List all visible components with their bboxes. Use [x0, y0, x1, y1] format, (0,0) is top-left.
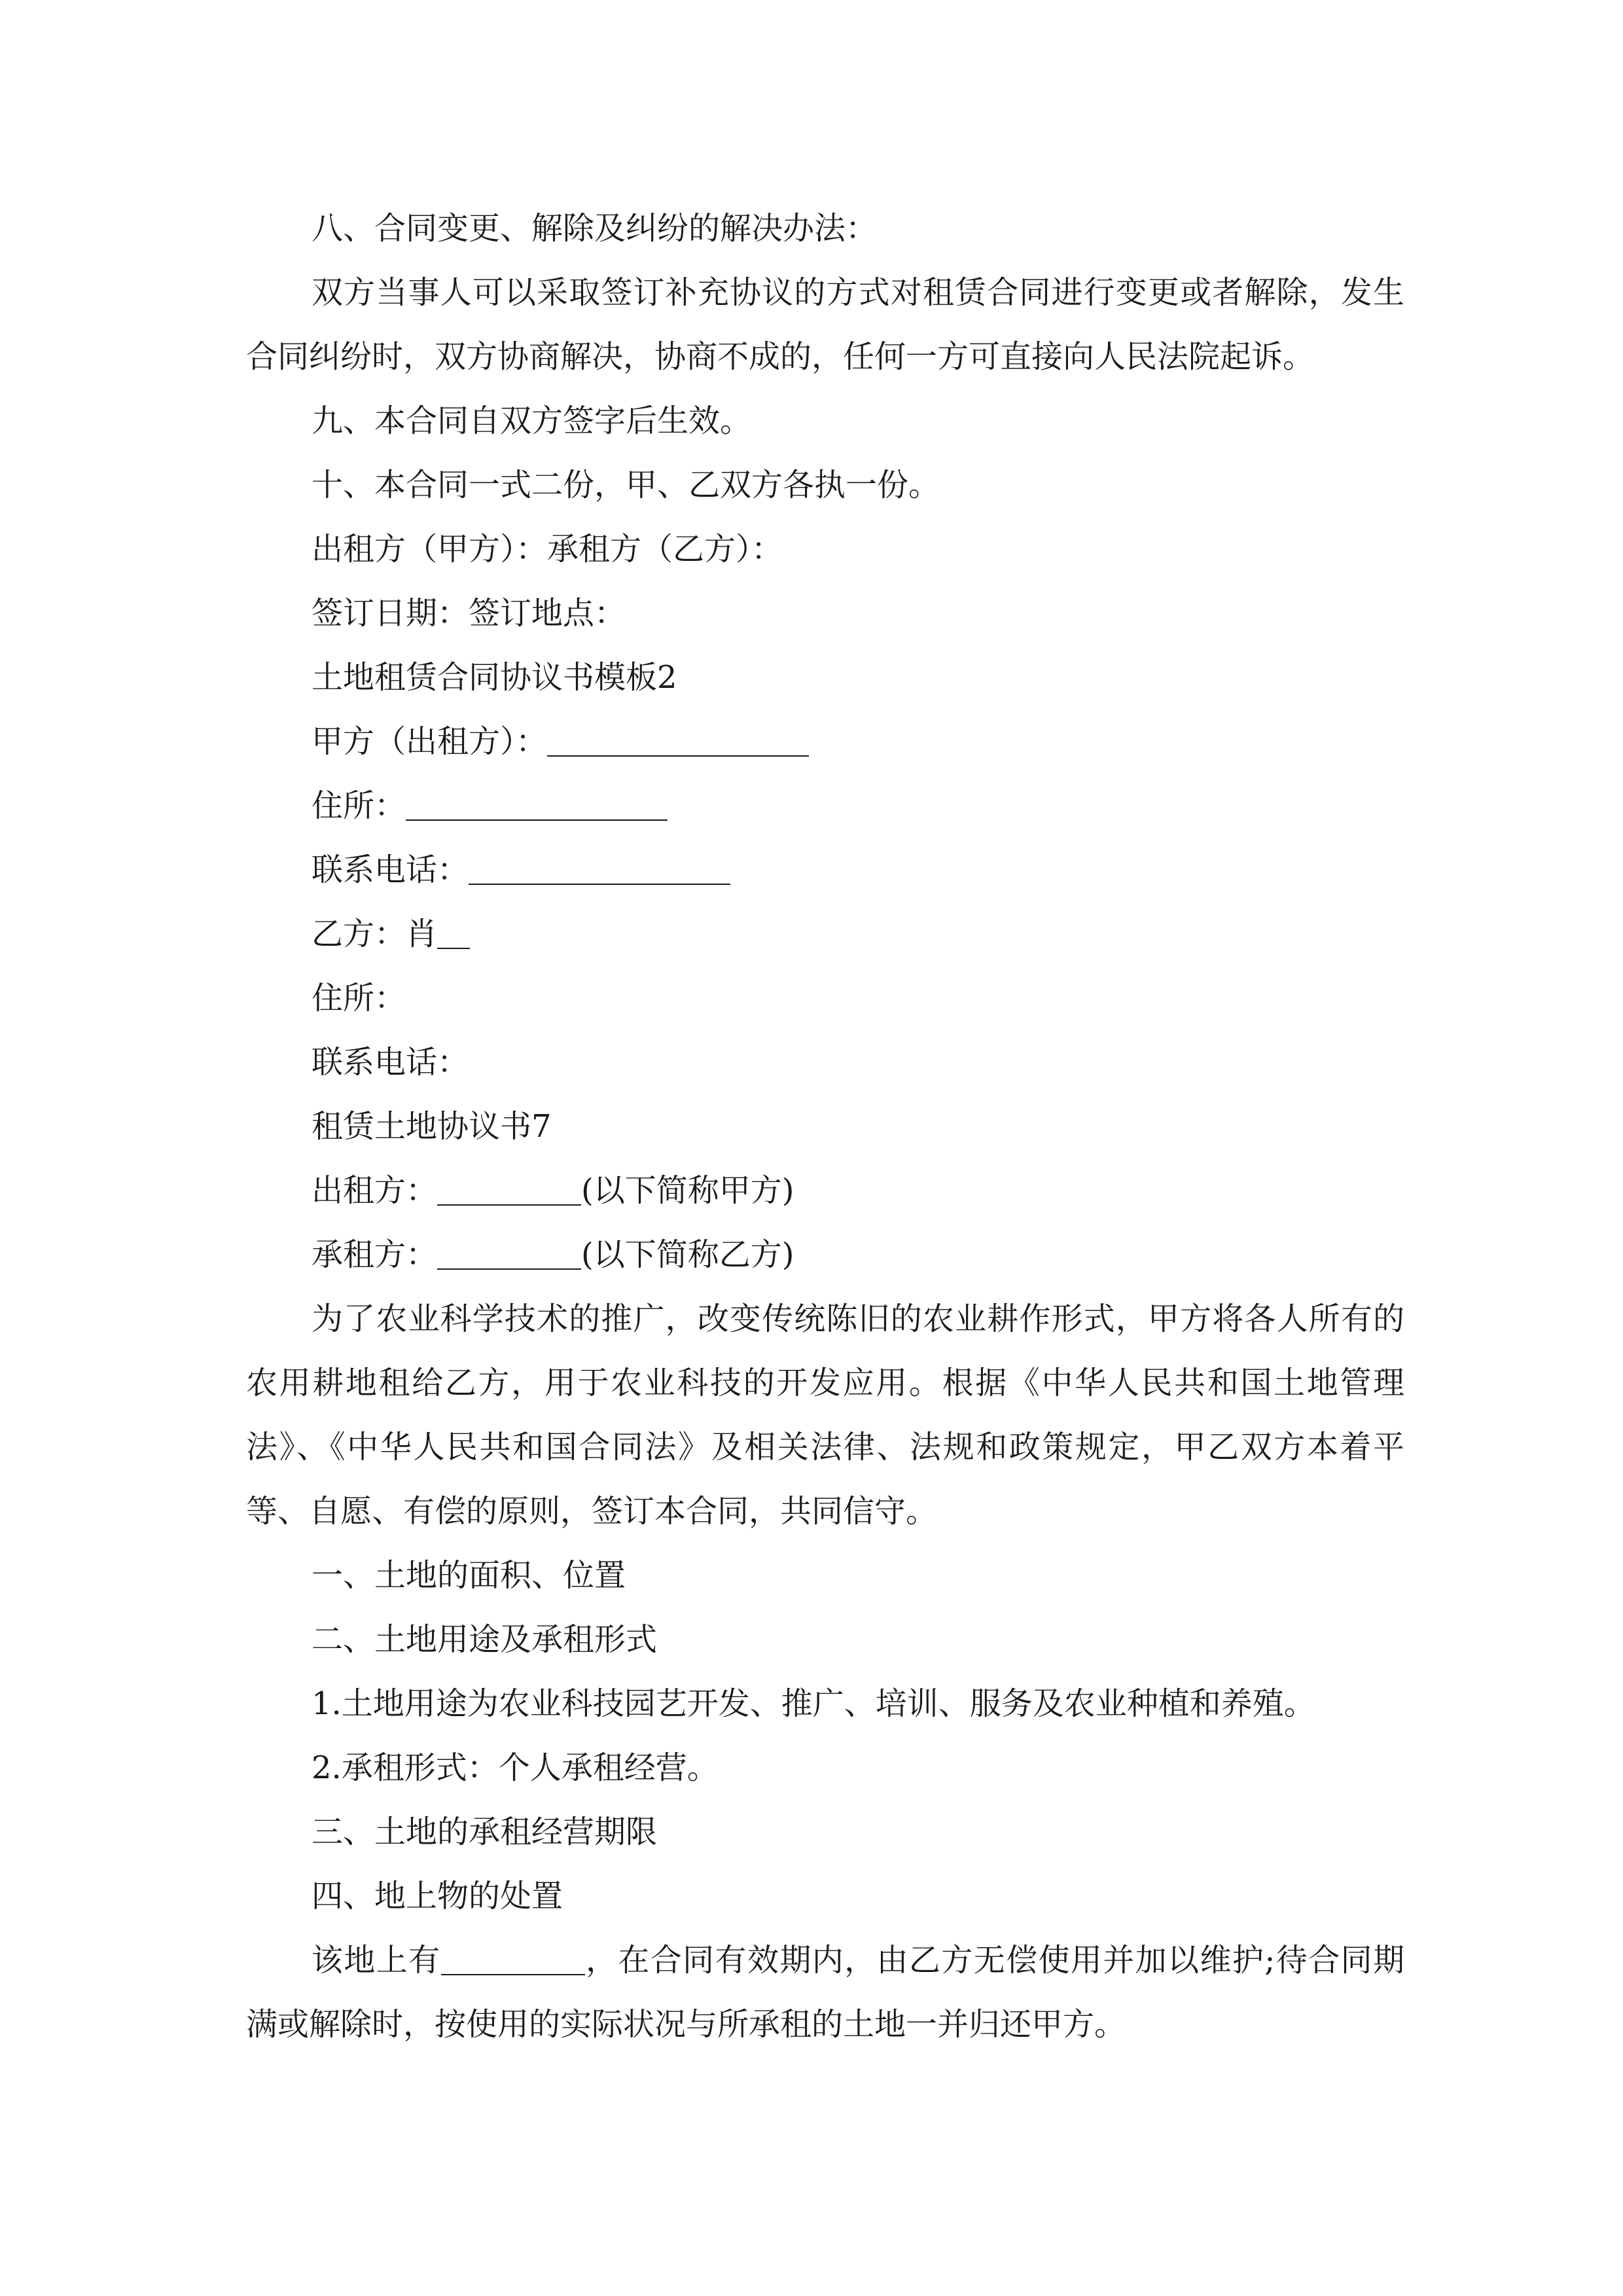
lessor-blank: [437, 1173, 581, 1206]
clause-2-1: [246, 1672, 1404, 1736]
paragraph-text: 十、本合同一式二份，甲、乙双方各执一份。: [312, 467, 940, 503]
lessor-line: [246, 1158, 1404, 1223]
section-heading-1: [246, 1543, 1404, 1607]
party-a-line: [246, 709, 1404, 774]
paragraph-text: 该地上有: [312, 1942, 441, 1979]
party-b-address-line: [246, 966, 1404, 1030]
party-a-phone-line: [246, 838, 1404, 902]
section-heading-9: [246, 389, 1404, 453]
paragraph-text: 承租方：: [312, 1236, 438, 1273]
paragraph-text: 土地租赁合同协议书模板2: [312, 659, 677, 696]
paragraph-text: 出租方：: [312, 1172, 438, 1209]
paragraph-text: 2.承租形式：个人承租经营。: [312, 1749, 719, 1786]
agreement-7-title: [246, 1094, 1404, 1158]
address-blank: [406, 788, 668, 821]
paragraph-text: 四、地上物的处置: [312, 1878, 563, 1914]
lessee-line: [246, 1223, 1404, 1287]
template-2-title: [246, 645, 1404, 709]
paragraph-text: 九、本合同自双方签字后生效。: [312, 403, 752, 439]
party-a-blank: [547, 724, 809, 757]
section-heading-2: [246, 1607, 1404, 1672]
section-heading-3: [246, 1800, 1404, 1864]
ground-objects-blank: [441, 1943, 585, 1975]
paragraph-text: 二、土地用途及承租形式: [312, 1621, 658, 1658]
signature-parties-line: [246, 517, 1404, 581]
paragraph-text: 住所：: [312, 787, 406, 824]
party-b-line: [246, 902, 1404, 966]
phone-blank: [469, 852, 730, 885]
section-heading-10: [246, 453, 1404, 517]
paragraph-ground-objects: [246, 1928, 1404, 2056]
paragraph-text: 三、土地的承租经营期限: [312, 1814, 658, 1850]
paragraph-text: 八、合同变更、解除及纠纷的解决办法：: [312, 210, 878, 247]
paragraph-text: 租赁土地协议书7: [312, 1108, 552, 1145]
paragraph-text: 签订日期：签订地点：: [312, 595, 626, 632]
paragraph-text: 一、土地的面积、位置: [312, 1557, 626, 1594]
paragraph-text: 联系电话：: [312, 852, 469, 888]
document-body: [246, 196, 1404, 2056]
clause-2-2: [246, 1736, 1404, 1800]
paragraph-suffix: ，在合同有效期内，由乙方无偿使用并加以维护;待合同期满或解除时，按使用的实际状况与所承租的土地一并归还甲方。: [246, 1942, 1404, 2043]
paragraph-text: 住所：: [312, 980, 406, 1016]
paragraph-text: 1.土地用途为农业科技园艺开发、推广、培训、服务及农业种植和养殖。: [312, 1685, 1315, 1722]
paragraph-suffix: (以下简称甲方): [581, 1172, 794, 1209]
paragraph-suffix: (以下简称乙方): [581, 1236, 794, 1273]
party-b-blank: [437, 916, 470, 949]
paragraph-dispute-resolution: [246, 260, 1404, 389]
lessee-blank: [437, 1237, 581, 1270]
paragraph-text: 联系电话：: [312, 1044, 469, 1081]
paragraph-text: 甲方（出租方）：: [312, 723, 548, 760]
paragraph-text: 为了农业科学技术的推广，改变传统陈旧的农业耕作形式，甲方将各人所有的农用耕地租给乙方，用于农业科技的开发应用。根据《中华人民共和国土地管理法》、《中华人民共和国合同法》及相关法律、法规和政策规定，甲乙双方本着平等、自愿、有偿的原则，签订本合同，共同信守。: [246, 1300, 1404, 1530]
party-b-phone-line: [246, 1030, 1404, 1094]
paragraph-purpose: [246, 1287, 1404, 1543]
signing-date-place-line: [246, 581, 1404, 645]
party-a-address-line: [246, 774, 1404, 838]
section-heading-4: [246, 1864, 1404, 1928]
paragraph-text: 乙方：肖: [312, 916, 438, 952]
paragraph-text: 双方当事人可以采取签订补充协议的方式对租赁合同进行变更或者解除，发生合同纠纷时，双方协商解决，协商不成的，任何一方可直接向人民法院起诉。: [246, 274, 1404, 375]
section-heading-8: [246, 196, 1404, 260]
paragraph-text: 出租方（甲方）：承租方（乙方）：: [312, 531, 783, 567]
